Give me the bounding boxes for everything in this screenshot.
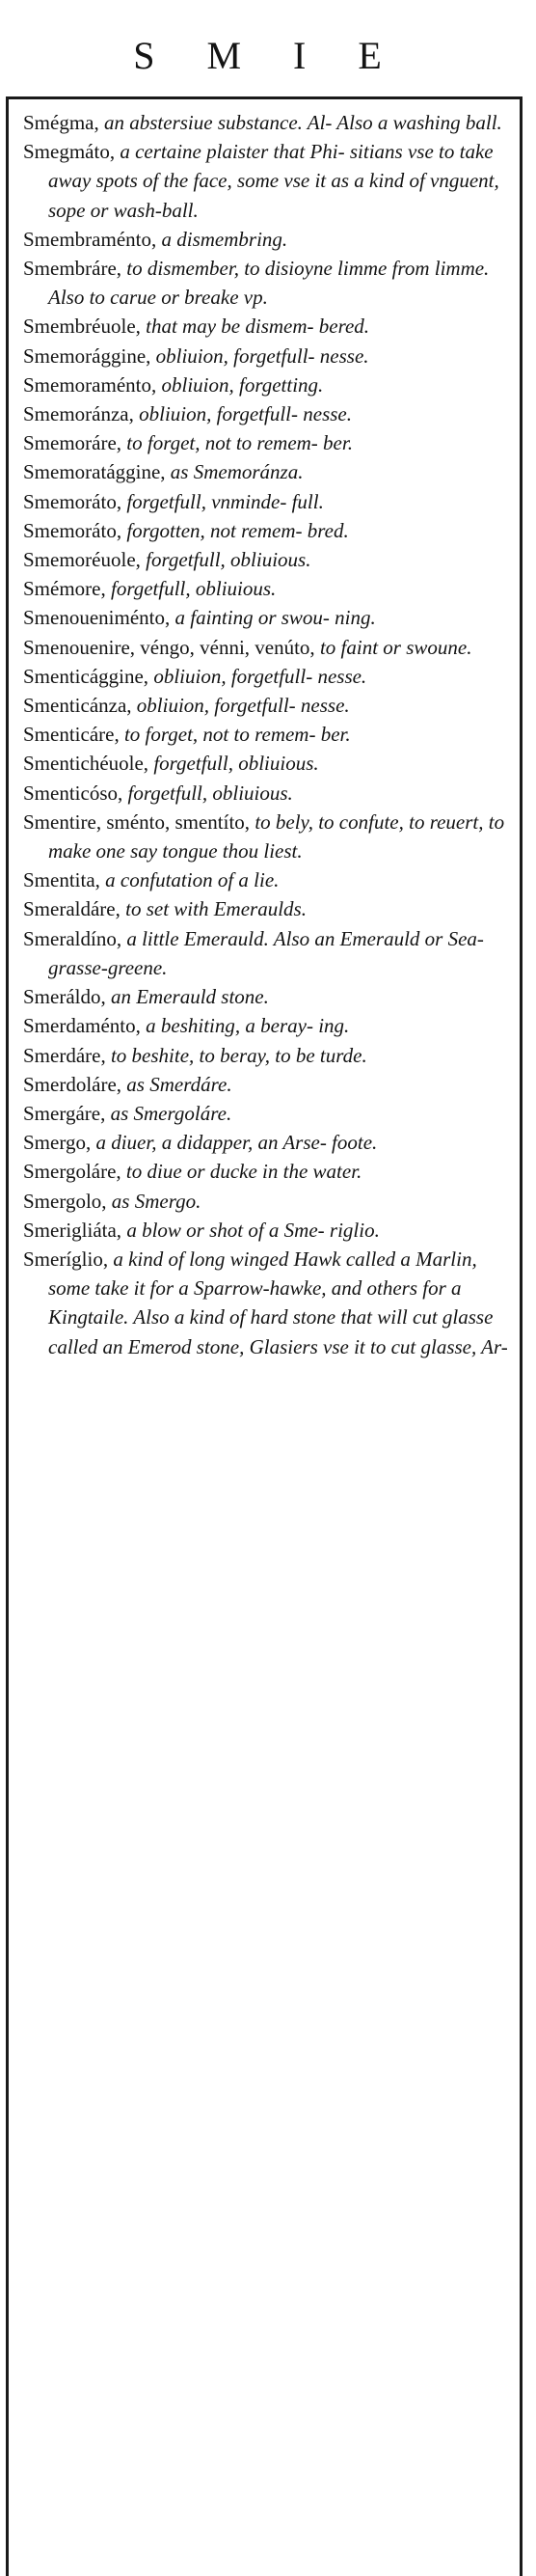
dictionary-entry xyxy=(23,691,513,720)
entry-headword: Smenticánza, xyxy=(23,694,132,718)
running-head: S M I E xyxy=(133,34,403,77)
entry-definition: obliuion, forgetfull- nesse. xyxy=(155,343,369,368)
entry-headword: Smeraldáre, xyxy=(23,897,121,921)
entry-definition: forgetfull, vnminde- full. xyxy=(126,489,324,513)
entry-headword: Smenticóso, xyxy=(23,781,123,805)
entry-headword: Smemoránza, xyxy=(23,402,134,426)
entry-definition: an abstersiue substance. Al- Also a washing ball. xyxy=(104,111,502,134)
dictionary-entry xyxy=(23,720,513,749)
dictionary-entry xyxy=(23,633,513,662)
entry-headword: Smerigliáta, xyxy=(23,1218,122,1242)
dictionary-entry xyxy=(23,487,513,516)
dictionary-entry xyxy=(23,1187,513,1216)
entry-definition: forgotten, not remem- bred. xyxy=(126,518,349,542)
entry-headword: Smerdáre, xyxy=(23,1043,106,1067)
entry-headword: Smemoráto, xyxy=(23,518,122,542)
dictionary-entry xyxy=(23,399,513,428)
dictionary-entry xyxy=(23,603,513,632)
entry-definition: a confutation of a lie. xyxy=(105,868,280,892)
dictionary-entry xyxy=(23,1070,513,1099)
dictionary-entry xyxy=(23,749,513,778)
entry-headword: Smemorággine, xyxy=(23,343,151,368)
dictionary-entry xyxy=(23,108,513,137)
dictionary-entry xyxy=(23,1216,513,1245)
dictionary-entry xyxy=(23,808,513,865)
dictionary-entry xyxy=(23,312,513,341)
entry-headword: Smenticággine, xyxy=(23,664,149,688)
dictionary-entry xyxy=(23,1157,513,1186)
dictionary-entry xyxy=(23,1245,513,1361)
entry-definition: forgetfull, obliuious. xyxy=(153,752,319,776)
page-header xyxy=(0,0,536,101)
entry-list xyxy=(23,108,513,1361)
entry-definition: to forget, not to remem- ber. xyxy=(126,431,353,455)
entry-definition: as Smergo. xyxy=(111,1189,201,1213)
entry-definition: a beshiting, a beray- ing. xyxy=(146,1014,350,1038)
entry-headword: Smenouenire, véngo, vénni, venúto, xyxy=(23,635,315,659)
entry-definition: to beshite, to beray, to be turde. xyxy=(110,1043,367,1067)
entry-definition: forgetfull, obliuious. xyxy=(146,548,311,572)
entry-definition: as Smerdáre. xyxy=(126,1072,232,1096)
entry-definition: a dismembring. xyxy=(161,227,288,251)
entry-definition: a fainting or swou- ning. xyxy=(174,606,376,630)
entry-headword: Smemoréuole, xyxy=(23,548,141,572)
dictionary-entry xyxy=(23,254,513,312)
entry-definition: forgetfull, obliuious. xyxy=(110,577,277,601)
entry-definition: to faint or swoune. xyxy=(319,635,472,659)
dictionary-entry xyxy=(23,865,513,894)
dictionary-entry xyxy=(23,428,513,457)
entry-definition: a diuer, a didapper, an Arse- foote. xyxy=(95,1131,378,1155)
entry-definition: to diue or ducke in the water. xyxy=(125,1160,362,1184)
dictionary-entry xyxy=(23,1128,513,1157)
dictionary-entry xyxy=(23,1041,513,1070)
entry-headword: Smeraldíno, xyxy=(23,926,122,950)
top-rule xyxy=(6,96,523,99)
entry-definition: to bely, to confute, to reuert, to make one say tongue thou liest. xyxy=(48,809,505,863)
entry-headword: Smembréuole, xyxy=(23,315,141,339)
entry-definition: an Emerauld stone. xyxy=(110,985,269,1009)
dictionary-entry xyxy=(23,225,513,254)
entry-headword: Smeráldo, xyxy=(23,985,106,1009)
right-rule xyxy=(520,96,523,2576)
entry-headword: Smemoratággine, xyxy=(23,460,166,484)
dictionary-entry xyxy=(23,137,513,225)
entry-definition: to forget, not to remem- ber. xyxy=(123,723,351,747)
entry-headword: Smeríglio, xyxy=(23,1247,109,1271)
dictionary-entry xyxy=(23,574,513,603)
entry-headword: Smergolo, xyxy=(23,1189,107,1213)
entry-definition: as Smergoláre. xyxy=(110,1101,232,1125)
entry-headword: Smenoueniménto, xyxy=(23,606,171,630)
entry-headword: Smentita, xyxy=(23,868,100,892)
entry-headword: Smemoráre, xyxy=(23,431,122,455)
entry-definition: obliuion, forgetfull- nesse. xyxy=(136,694,350,718)
dictionary-entry xyxy=(23,1099,513,1128)
dictionary-entry xyxy=(23,924,513,982)
entry-headword: Smemoraménto, xyxy=(23,372,157,397)
left-rule xyxy=(6,96,9,2576)
dictionary-entry xyxy=(23,1011,513,1040)
entry-headword: Smergáre, xyxy=(23,1101,106,1125)
entry-definition: a little Emerauld. Also an Emerauld or Sea-grasse-greene. xyxy=(48,926,484,979)
entry-headword: Smerdoláre, xyxy=(23,1072,122,1096)
entry-definition: a kind of long winged Hawk called a Marlin, some take it for a Sparrow-hawke, and others for a Kingtaile. Also a kind of hard stone that will cut glasse called an Emerod stone, Glasiers vse it to cut glasse, Ar- xyxy=(48,1247,508,1358)
dictionary-entry xyxy=(23,545,513,574)
dictionary-entry xyxy=(23,982,513,1011)
dictionary-entry xyxy=(23,370,513,399)
entry-definition: a blow or shot of a Sme- riglio. xyxy=(126,1218,380,1242)
dictionary-entry xyxy=(23,342,513,370)
entry-headword: Smentire, sménto, smentíto, xyxy=(23,809,251,834)
entry-definition: as Smemoránza. xyxy=(170,460,304,484)
entry-headword: Smergo, xyxy=(23,1131,92,1155)
dictionary-entry xyxy=(23,662,513,691)
dictionary-entry xyxy=(23,779,513,808)
dictionary-entry xyxy=(23,457,513,486)
entry-headword: Smerdaménto, xyxy=(23,1014,141,1038)
entry-definition: obliuion, forgetfull- nesse. xyxy=(153,664,367,688)
entry-definition: a certaine plaister that Phi- sitians vse to take away spots of the face, some vse it as a kind of vnguent, sope or wash-ball. xyxy=(48,140,499,222)
entry-headword: Smemoráto, xyxy=(23,489,122,513)
entry-headword: Smémore, xyxy=(23,577,106,601)
entry-headword: Smegmáto, xyxy=(23,140,116,164)
dictionary-entry xyxy=(23,894,513,923)
dictionary-entry xyxy=(23,516,513,545)
entry-headword: Smenticáre, xyxy=(23,723,120,747)
entry-definition: forgetfull, obliuious. xyxy=(127,781,293,805)
entry-definition: that may be dismem- bered. xyxy=(146,315,370,339)
entry-headword: Smembraménto, xyxy=(23,227,157,251)
entry-definition: obliuion, forgetfull- nesse. xyxy=(139,402,352,426)
entry-definition: to dismember, to disioyne limme from limme. Also to carue or breake vp. xyxy=(48,257,490,310)
entry-headword: Smentichéuole, xyxy=(23,752,149,776)
entry-headword: Smembráre, xyxy=(23,257,122,281)
entry-definition: obliuion, forgetting. xyxy=(161,372,324,397)
entry-headword: Smégma, xyxy=(23,111,99,134)
entry-definition: to set with Emeraulds. xyxy=(125,897,307,921)
entry-headword: Smergoláre, xyxy=(23,1160,121,1184)
